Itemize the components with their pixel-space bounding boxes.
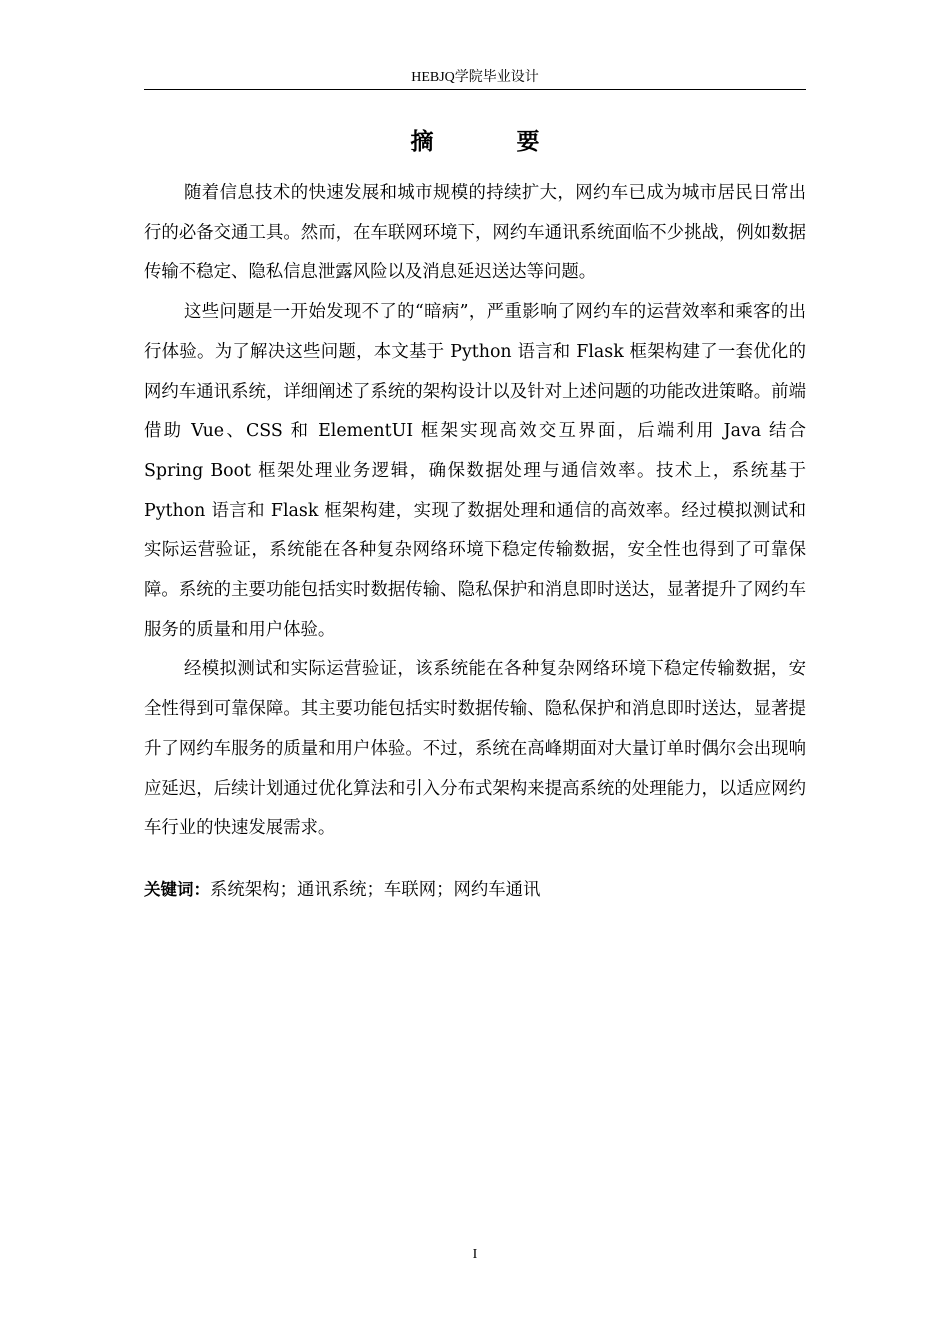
keywords-label: 关键词： [144,880,210,899]
page-number: I [472,1247,478,1262]
header-divider [144,89,806,90]
abstract-paragraph-3: 经模拟测试和实际运营验证，该系统能在各种复杂网络环境下稳定传输数据，安全性得到可靠保障。其主要功能包括实时数据传输、隐私保护和消息即时送达，显著提升了网约车服务的质量和用户体验。不过，系统在高峰期面对大量订单时偶尔会出现响应延迟，后续计划通过优化算法和引入分布式架构来提高系统的处理能力，以适应网约车行业的快速发展需求。 [144,659,806,839]
abstract-paragraph-2: 这些问题是一开始发现不了的“暗病”，严重影响了网约车的运营效率和乘客的出行体验。为了解决这些问题，本文基于 Python 语言和 Flask 框架构建了一套优化的网约车通讯系统，详细阐述了系统的架构设计以及针对上述问题的功能改进策略。前端借助 Vue、CSS 和 ElementUI 框架实现高效交互界面，后端利用 Java 结合 Spring Boot 框架处理业务逻辑，确保数据处理与通信效率。技术上，系统基于 Python 语言和 Flask 框架构建，实现了数据处理和通信的高效率。经过模拟测试和实际运营验证，系统能在各种复杂网络环境下稳定传输数据，安全性也得到了可靠保障。系统的主要功能包括实时数据传输、隐私保护和消息即时送达，显著提升了网约车服务的质量和用户体验。 [144,302,806,640]
abstract-body [144,174,806,849]
keywords-text: 系统架构；通讯系统；车联网；网约车通讯 [210,880,541,900]
keywords-line [144,872,806,908]
page-header: HEBJQ学院毕业设计 [411,70,539,85]
abstract-paragraph-1: 随着信息技术的快速发展和城市规模的持续扩大，网约车已成为城市居民日常出行的必备交通工具。然而，在车联网环境下，网约车通讯系统面临不少挑战，例如数据传输不稳定、隐私信息泄露风险以及消息延迟送达等问题。 [144,183,806,283]
abstract-title: 摘 要 [410,129,570,155]
